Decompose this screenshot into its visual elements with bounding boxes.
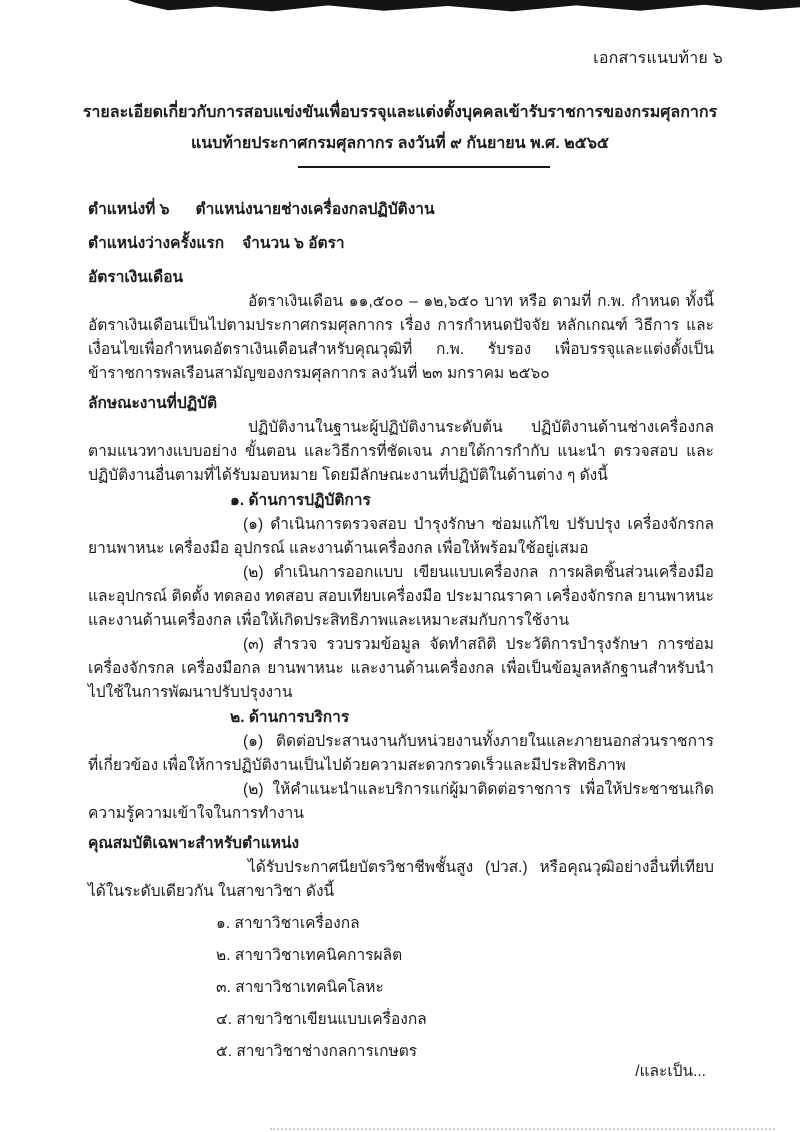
document-body [88,198,714,1064]
scan-artifact-bottom [270,1128,775,1130]
duty-item: (๓) สำรวจ รวบรวมข้อมูล จัดทำสถิติ ประวัติการบำรุงรักษา การซ่อมเครื่องจักรกล เครื่องมือกล ยานพาหนะ และงานด้านเครื่องกล เพื่อเป็นข้อมูลหลักฐานสำหรับนำไปใช้ในการพัฒนาปรับปรุงงาน [88,636,714,701]
qualification-field: ๓. สาขาวิชาเทคนิคโลหะ [216,979,384,996]
salary-heading: อัตราเงินเดือน [88,269,184,286]
duties-section-1-heading: ๑. ด้านการปฏิบัติการ [230,492,371,509]
scan-artifact-top [0,0,800,12]
qualification-field: ๒. สาขาวิชาเทคนิคการผลิต [216,947,403,964]
document-title [40,97,760,159]
position-line [88,198,714,222]
duty-item: (๒) ดำเนินการออกแบบ เขียนแบบเครื่องกล การผลิตชิ้นส่วนเครื่องมือและอุปกรณ์ ติดตั้ง ทดลอง ทดสอบ สอบเทียบเครื่องมือ ประมาณราคา เครื่องจักรกล ยานพาหนะ และงานด้านเครื่องกล เพื่อให้เกิดประสิทธิภาพและเหมาะสมกับการใช้งาน [88,564,714,629]
duties-heading: ลักษณะงานที่ปฏิบัติ [88,395,218,412]
duties-section-2-heading: ๒. ด้านการบริการ [230,709,350,726]
salary-paragraph: อัตราเงินเดือน ๑๑,๕๐๐ – ๑๒,๖๕๐ บาท หรือ ตามที่ ก.พ. กำหนด ทั้งนี้ อัตราเงินเดือนเป็นไปตามประกาศกรมศุลกากร เรื่อง การกำหนดปัจจัย หลักเกณฑ์ วิธีการ และเงื่อนไขเพื่อกำหนดอัตราเงินเดือนสำหรับคุณวุฒิที่ ก.พ. รับรอง เพื่อบรรจุและแต่งตั้งเป็นข้าราชการพลเรือนสามัญของกรมศุลกากร ลงวันที่ ๒๓ มกราคม ๒๕๖๐ [88,293,714,382]
title-divider [298,166,550,168]
vacancy-label: ตำแหน่งว่างครั้งแรก [88,235,225,252]
qualification-field: ๕. สาขาวิชาช่างกลการเกษตร [216,1043,418,1060]
vacancy-line [88,232,714,256]
qualification-field: ๔. สาขาวิชาเขียนแบบเครื่องกล [216,1011,427,1028]
title-line-1: รายละเอียดเกี่ยวกับการสอบแข่งขันเพื่อบรรจุและแต่งตั้งบุคคลเข้ารับราชการของกรมศุลกากร [82,104,718,121]
position-name: ตำแหน่งนายช่างเครื่องกลปฏิบัติงาน [195,201,435,218]
title-line-2: แนบท้ายประกาศกรมศุลกากร ลงวันที่ ๙ กันยายน พ.ศ. ๒๕๖๕ [190,135,610,152]
duty-item: (๑) ดำเนินการตรวจสอบ บำรุงรักษา ซ่อมแก้ไข ปรับปรุง เครื่องจักรกล ยานพาหนะ เครื่องมือ อุปกรณ์ และงานด้านเครื่องกล เพื่อให้พร้อมใช้อยู่เสมอ [88,516,714,557]
vacancy-count: จำนวน ๖ อัตรา [242,235,345,252]
position-number-label: ตำแหน่งที่ ๖ [88,201,170,218]
doc-ref-label: เอกสารแนบท้าย ๖ [593,50,723,67]
duty-item: (๒) ให้คำแนะนำและบริการแก่ผู้มาติดต่อราชการ เพื่อให้ประชาชนเกิดความรู้ความเข้าใจในการทำงาน [88,781,714,822]
duty-item: (๑) ติดต่อประสานงานกับหน่วยงานทั้งภายในและภายนอกส่วนราชการที่เกี่ยวข้อง เพื่อให้การปฏิบัติงานเป็นไปด้วยความสะดวกรวดเร็วและมีประสิทธิภาพ [88,733,714,774]
qualifications-intro: ได้รับประกาศนียบัตรวิชาชีพชั้นสูง (ปวส.) หรือคุณวุฒิอย่างอื่นที่เทียบได้ในระดับเดียวกัน ในสาขาวิชา ดังนี้ [88,859,714,900]
qualification-field: ๑. สาขาวิชาเครื่องกล [216,915,360,932]
page-continuation-mark: /และเป็น... [635,1063,706,1080]
qualifications-heading: คุณสมบัติเฉพาะสำหรับตำแหน่ง [88,835,300,852]
duties-intro: ปฏิบัติงานในฐานะผู้ปฏิบัติงานระดับต้น ปฏิบัติงานด้านช่างเครื่องกล ตามแนวทางแบบอย่าง ขั้นตอน และวิธีการที่ชัดเจน ภายใต้การกำกับ แนะนำ ตรวจสอบ และปฏิบัติงานอื่นตามที่ได้รับมอบหมาย โดยมีลักษณะงานที่ปฏิบัติในด้านต่าง ๆ ดังนี้ [88,419,714,484]
